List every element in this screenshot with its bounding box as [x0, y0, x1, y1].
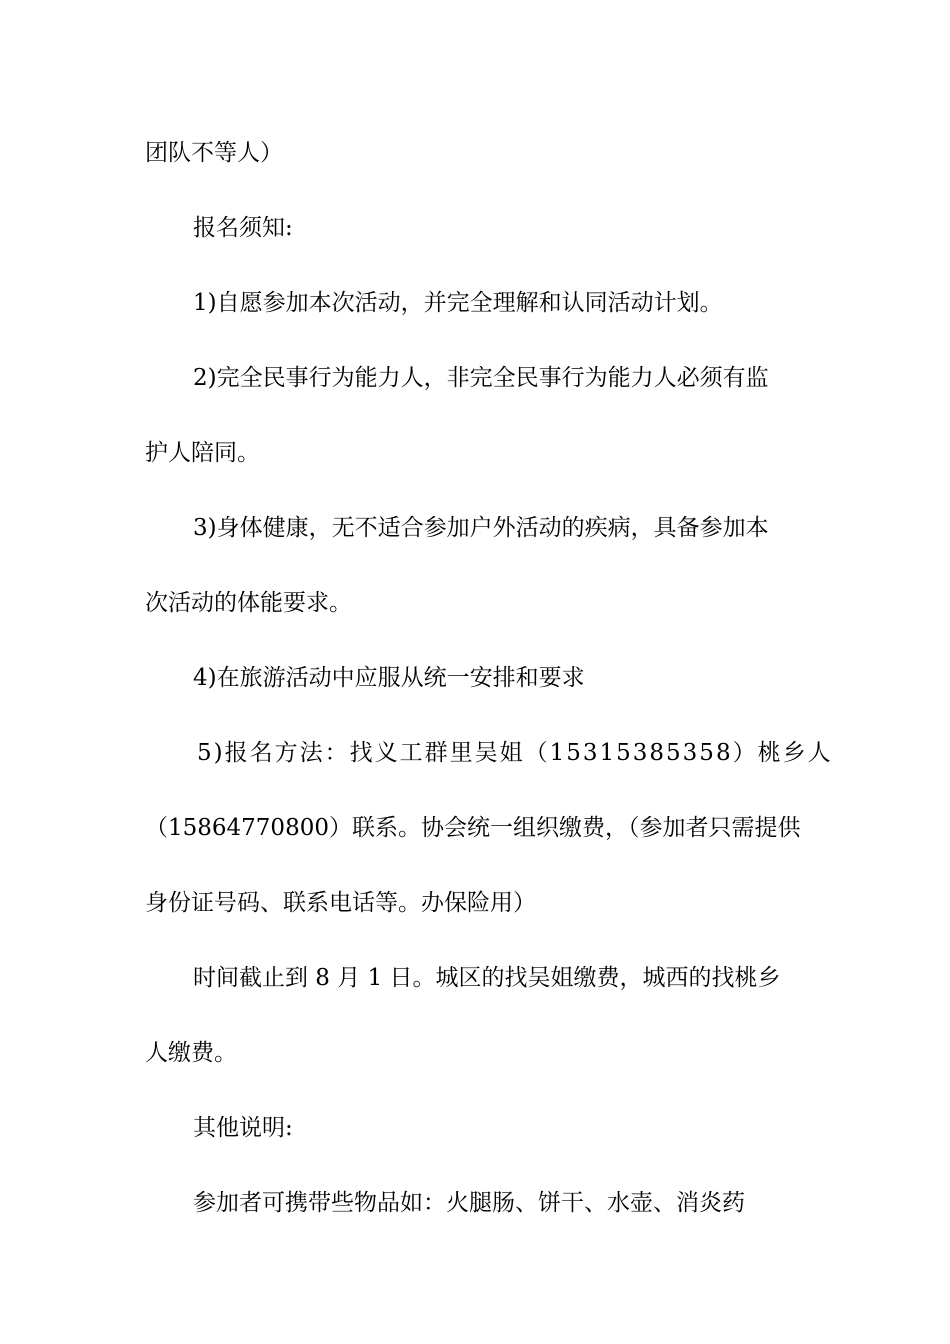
notice-item-1: 1)自愿参加本次活动，并完全理解和认同活动计划。 — [193, 290, 723, 316]
section-heading-signup-notice: 报名须知: — [193, 215, 293, 241]
notice-item-5-continued-2: 身份证号码、联系电话等。办保险用） — [145, 890, 536, 916]
notice-item-5: 5)报名方法：找义工群里吴姐（15315385358）桃乡人 — [197, 740, 833, 766]
deadline-paragraph: 时间截止到 8 月 1 日。城区的找吴姐缴费，城西的找桃乡 — [193, 965, 781, 991]
deadline-paragraph-continued: 人缴费。 — [145, 1040, 237, 1066]
other-notes-paragraph: 参加者可携带些物品如：火腿肠、饼干、水壶、消炎药 — [193, 1190, 745, 1216]
notice-item-3-continued: 次活动的体能要求。 — [145, 590, 352, 616]
text-line-1: 团队不等人） — [145, 140, 283, 166]
section-heading-other-notes: 其他说明: — [193, 1115, 293, 1141]
notice-item-4: 4)在旅游活动中应服从统一安排和要求 — [193, 665, 585, 691]
notice-item-2: 2)完全民事行为能力人，非完全民事行为能力人必须有监 — [193, 365, 769, 391]
notice-item-5-continued: （15864770800）联系。协会统一组织缴费，（参加者只需提供 — [145, 815, 801, 841]
notice-item-2-continued: 护人陪同。 — [145, 440, 260, 466]
notice-item-3: 3)身体健康，无不适合参加户外活动的疾病，具备参加本 — [193, 515, 769, 541]
